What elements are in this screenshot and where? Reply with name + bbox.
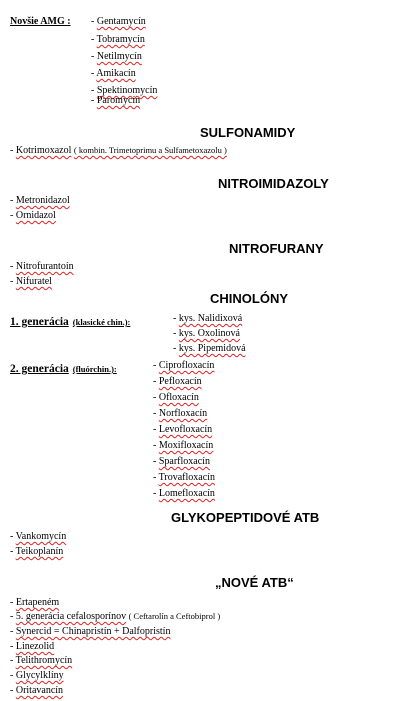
nove-atb-title: „NOVÉ ATB“ [215, 575, 294, 590]
chinolony-gen2-item: - Moxifloxacín [153, 440, 214, 451]
chinolony-gen2-row [10, 360, 117, 376]
nitrofurany-item: - Nifuratel [10, 276, 52, 287]
nitroimidazoly-title: NITROIMIDAZOLY [218, 176, 329, 191]
chinolony-gen1-row [10, 313, 130, 329]
chinolony-gen1-label: 1. generácia [10, 316, 69, 328]
chinolony-gen2-item: - Levofloxacín [153, 424, 213, 435]
glykopeptidove-title: GLYKOPEPTIDOVÉ ATB [171, 510, 320, 525]
sulfonamidy-item: - Kotrimoxazol ( kombin. Trimetoprimu a Sulfametoxazolu ) [10, 145, 227, 156]
nitroimidazoly-item: - Ornidazol [10, 210, 56, 221]
chinolony-gen1-note: (klasické chin.): [72, 317, 131, 327]
nitrofurany-item: - Nitrofurantoín [10, 261, 74, 272]
nove-atb-item: - Glycylklíny [10, 670, 64, 681]
amg-heading: Novšie AMG : [10, 16, 71, 27]
chinolony-gen2-item: - Lomefloxacín [153, 488, 215, 499]
nove-atb-item: - Oritavancín [10, 685, 64, 696]
chinolony-title: CHINOLÓNY [210, 291, 288, 306]
chinolony-gen2-label: 2. generácia [10, 363, 69, 375]
chinolony-gen1-item: - kys. Pipemidová [173, 343, 246, 354]
amg-item: - Netilmycín [91, 51, 142, 62]
chinolony-gen2-note: (fluórchin.): [72, 364, 117, 374]
amg-item: - Tobramycín [91, 34, 145, 45]
sulfonamidy-title: SULFONAMIDY [200, 125, 296, 140]
chinolony-gen2-item: - Norfloxacín [153, 408, 208, 419]
nove-atb-item: - Telithromycín [10, 655, 73, 666]
chinolony-gen1-item: - kys. Oxolinová [173, 328, 240, 339]
nove-atb-item: - Synercid = Chinapristín + Dalfopristín [10, 626, 171, 637]
nove-atb-item: - Ertapeném [10, 597, 60, 608]
glykopeptidove-item: - Vankomycín [10, 531, 67, 542]
nove-atb-item: - Linezolid [10, 641, 55, 652]
nitroimidazoly-item: - Metronidazol [10, 195, 70, 206]
chinolony-gen2-item: - Ciprofloxacín [153, 360, 215, 371]
chinolony-gen2-item: - Pefloxacín [153, 376, 202, 387]
glykopeptidove-item: - Teikoplanín [10, 546, 64, 557]
amg-item: - Amikacín [91, 68, 136, 79]
amg-item: - Gentamycín [91, 16, 146, 27]
nitrofurany-title: NITROFURANY [229, 241, 324, 256]
chinolony-gen1-item: - kys. Nalidixová [173, 313, 243, 324]
chinolony-gen2-item: - Sparfloxacín [153, 456, 210, 467]
chinolony-gen2-item: - Ofloxacín [153, 392, 199, 403]
amg-item: - Paromycín [91, 95, 141, 106]
amg-item: - Spektinomycín [91, 85, 158, 96]
nove-atb-item: - 5. generácia cefalosporínov ( Ceftarolín a Ceftobiprol ) [10, 611, 221, 622]
chinolony-gen2-item: - Trovafloxacín [153, 472, 215, 483]
